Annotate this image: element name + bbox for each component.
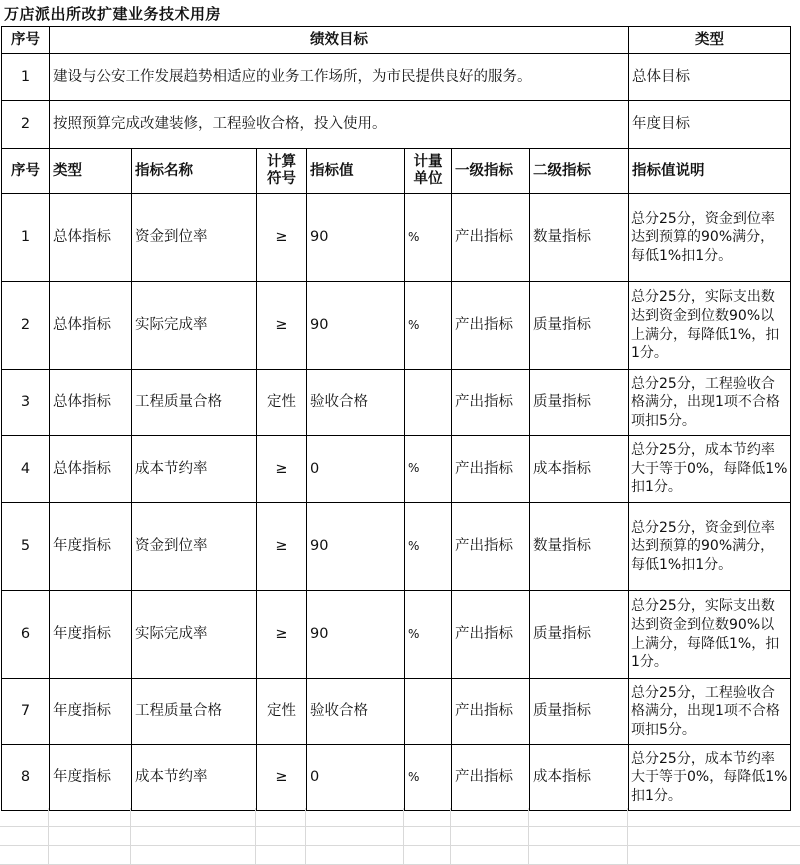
cell-note[interactable]: 总分25分，实际支出数达到资金到位数90%以上满分，每降低1%，扣1分。 <box>629 282 791 370</box>
table-row <box>2 282 791 370</box>
cell-symbol[interactable]: 定性 <box>257 679 307 745</box>
goal-table-header <box>2 27 791 54</box>
goal-table <box>1 26 791 149</box>
cell-note[interactable]: 总分25分，成本节约率大于等于0%，每降低1%扣1分。 <box>629 745 791 811</box>
cell-value[interactable]: 0 <box>307 745 405 811</box>
table-row <box>2 436 791 503</box>
cell-level2[interactable]: 成本指标 <box>530 745 629 811</box>
cell-symbol[interactable]: 定性 <box>257 370 307 436</box>
cell-unit[interactable]: % <box>405 503 452 591</box>
cell-unit[interactable] <box>405 370 452 436</box>
cell-index[interactable]: 5 <box>2 503 50 591</box>
cell-unit[interactable]: % <box>405 436 452 503</box>
cell-index[interactable]: 3 <box>2 370 50 436</box>
cell-level1[interactable]: 产出指标 <box>452 503 530 591</box>
header-note[interactable]: 指标值说明 <box>629 149 791 194</box>
table-row <box>2 591 791 679</box>
header-unit[interactable]: 计量单位 <box>405 149 452 194</box>
cell-name[interactable]: 工程质量合格 <box>132 679 257 745</box>
cell-index[interactable]: 4 <box>2 436 50 503</box>
cell-value[interactable]: 0 <box>307 436 405 503</box>
goal-cell-index[interactable]: 2 <box>2 101 50 149</box>
cell-unit[interactable]: % <box>405 194 452 282</box>
cell-symbol[interactable]: ≥ <box>257 194 307 282</box>
cell-type[interactable]: 年度指标 <box>50 591 132 679</box>
cell-name[interactable]: 实际完成率 <box>132 282 257 370</box>
cell-value[interactable]: 验收合格 <box>307 370 405 436</box>
cell-level1[interactable]: 产出指标 <box>452 679 530 745</box>
cell-symbol[interactable]: ≥ <box>257 745 307 811</box>
cell-name[interactable]: 成本节约率 <box>132 745 257 811</box>
table-row <box>2 679 791 745</box>
header-type[interactable]: 类型 <box>50 149 132 194</box>
cell-type[interactable]: 总体指标 <box>50 436 132 503</box>
cell-symbol[interactable]: ≥ <box>257 436 307 503</box>
cell-index[interactable]: 7 <box>2 679 50 745</box>
cell-name[interactable]: 工程质量合格 <box>132 370 257 436</box>
table-row <box>2 370 791 436</box>
cell-level1[interactable]: 产出指标 <box>452 436 530 503</box>
cell-unit[interactable] <box>405 679 452 745</box>
cell-unit[interactable]: % <box>405 591 452 679</box>
cell-level1[interactable]: 产出指标 <box>452 194 530 282</box>
cell-name[interactable]: 资金到位率 <box>132 194 257 282</box>
table-row <box>2 194 791 282</box>
cell-type[interactable]: 总体指标 <box>50 194 132 282</box>
cell-value[interactable]: 90 <box>307 194 405 282</box>
cell-index[interactable]: 6 <box>2 591 50 679</box>
header-value[interactable]: 指标值 <box>307 149 405 194</box>
cell-type[interactable]: 年度指标 <box>50 679 132 745</box>
cell-level2[interactable]: 质量指标 <box>530 282 629 370</box>
goal-header-type[interactable]: 类型 <box>629 27 791 54</box>
cell-level2[interactable]: 质量指标 <box>530 370 629 436</box>
goal-cell-index[interactable]: 1 <box>2 54 50 101</box>
cell-type[interactable]: 总体指标 <box>50 282 132 370</box>
goal-cell-goal[interactable]: 建设与公安工作发展趋势相适应的业务工作场所，为市民提供良好的服务。 <box>50 54 629 101</box>
cell-note[interactable]: 总分25分，实际支出数达到资金到位数90%以上满分，每降低1%，扣1分。 <box>629 591 791 679</box>
header-symbol[interactable]: 计算符号 <box>257 149 307 194</box>
cell-name[interactable]: 资金到位率 <box>132 503 257 591</box>
cell-note[interactable]: 总分25分，工程验收合格满分，出现1项不合格项扣5分。 <box>629 679 791 745</box>
cell-level2[interactable]: 数量指标 <box>530 503 629 591</box>
header-level2[interactable]: 二级指标 <box>530 149 629 194</box>
cell-index[interactable]: 8 <box>2 745 50 811</box>
cell-level1[interactable]: 产出指标 <box>452 591 530 679</box>
cell-name[interactable]: 实际完成率 <box>132 591 257 679</box>
cell-type[interactable]: 总体指标 <box>50 370 132 436</box>
cell-level2[interactable]: 质量指标 <box>530 591 629 679</box>
cell-level2[interactable]: 数量指标 <box>530 194 629 282</box>
empty-spreadsheet-grid <box>0 808 800 865</box>
cell-unit[interactable]: % <box>405 282 452 370</box>
sheet-title: 万店派出所改扩建业务技术用房 <box>4 5 222 23</box>
cell-symbol[interactable]: ≥ <box>257 591 307 679</box>
cell-level1[interactable]: 产出指标 <box>452 282 530 370</box>
cell-level1[interactable]: 产出指标 <box>452 745 530 811</box>
cell-name[interactable]: 成本节约率 <box>132 436 257 503</box>
indicator-table-header <box>2 149 791 194</box>
cell-type[interactable]: 年度指标 <box>50 503 132 591</box>
cell-note[interactable]: 总分25分，资金到位率达到预算的90%满分，每低1%扣1分。 <box>629 503 791 591</box>
goal-header-goal[interactable]: 绩效目标 <box>50 27 629 54</box>
goal-row <box>2 101 791 149</box>
cell-type[interactable]: 年度指标 <box>50 745 132 811</box>
header-index[interactable]: 序号 <box>2 149 50 194</box>
cell-note[interactable]: 总分25分，资金到位率达到预算的90%满分，每低1%扣1分。 <box>629 194 791 282</box>
cell-index[interactable]: 2 <box>2 282 50 370</box>
table-row <box>2 745 791 811</box>
goal-cell-goal[interactable]: 按照预算完成改建装修，工程验收合格，投入使用。 <box>50 101 629 149</box>
cell-symbol[interactable]: ≥ <box>257 503 307 591</box>
cell-value[interactable]: 验收合格 <box>307 679 405 745</box>
header-level1[interactable]: 一级指标 <box>452 149 530 194</box>
cell-note[interactable]: 总分25分，工程验收合格满分，出现1项不合格项扣5分。 <box>629 370 791 436</box>
indicator-table <box>1 148 791 811</box>
cell-symbol[interactable]: ≥ <box>257 282 307 370</box>
cell-index[interactable]: 1 <box>2 194 50 282</box>
cell-note[interactable]: 总分25分，成本节约率大于等于0%，每降低1%扣1分。 <box>629 436 791 503</box>
cell-value[interactable]: 90 <box>307 591 405 679</box>
cell-level2[interactable]: 质量指标 <box>530 679 629 745</box>
goal-cell-type[interactable]: 总体目标 <box>629 54 791 101</box>
goal-row <box>2 54 791 101</box>
goal-cell-type[interactable]: 年度目标 <box>629 101 791 149</box>
cell-level1[interactable]: 产出指标 <box>452 370 530 436</box>
cell-value[interactable]: 90 <box>307 282 405 370</box>
cell-unit[interactable]: % <box>405 745 452 811</box>
goal-header-index[interactable]: 序号 <box>2 27 50 54</box>
header-name[interactable]: 指标名称 <box>132 149 257 194</box>
table-row <box>2 503 791 591</box>
cell-level2[interactable]: 成本指标 <box>530 436 629 503</box>
cell-value[interactable]: 90 <box>307 503 405 591</box>
